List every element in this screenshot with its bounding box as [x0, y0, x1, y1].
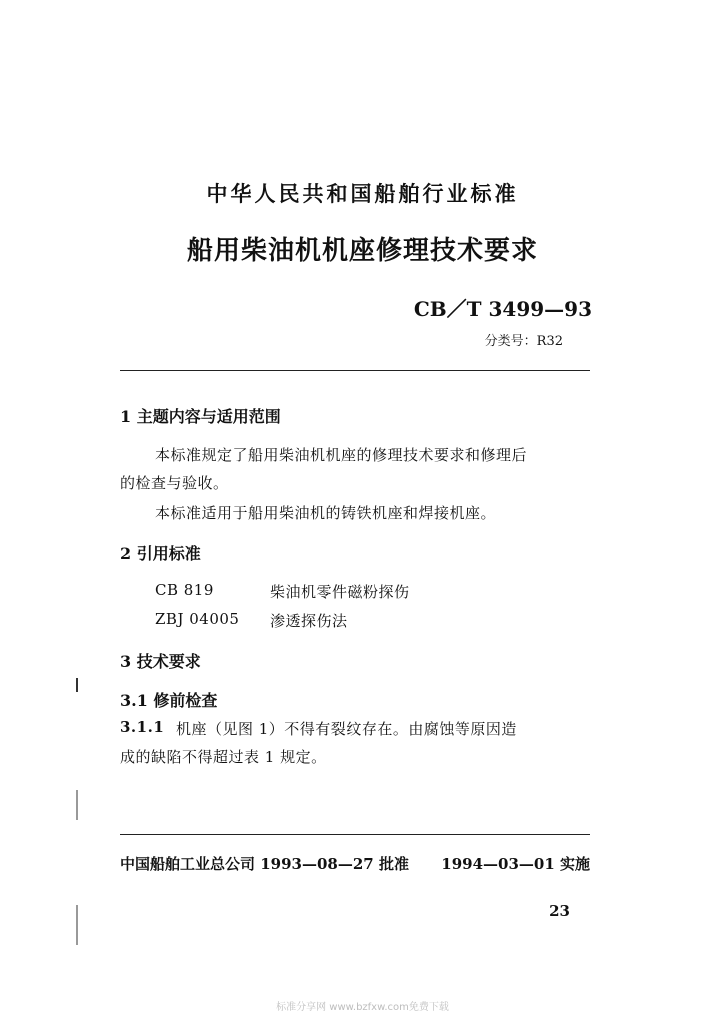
standard-category-title: 中华人民共和国船舶行业标准 — [206, 182, 519, 206]
reference-code: ZBJ 04005 — [155, 610, 240, 628]
section-1-heading: 1 主题内容与适用范围 — [120, 407, 281, 426]
classification-number: 分类号：R32 — [484, 334, 563, 349]
standard-number: CB／T 3499—93 — [413, 297, 592, 321]
header-divider — [120, 370, 590, 371]
footer-divider — [120, 834, 590, 835]
standard-title: 船用柴油机机座修理技术要求 — [186, 236, 538, 266]
watermark-text: 标准分享网 www.bzfxw.com免费下载 — [276, 1002, 449, 1013]
section-1-paragraph-2: 本标准适用于船用柴油机的铸铁机座和焊接机座。 — [155, 504, 497, 522]
reference-title: 渗透探伤法 — [270, 612, 348, 630]
section-3-heading: 3 技术要求 — [120, 652, 201, 671]
scan-margin-mark — [76, 790, 78, 820]
section-2-heading: 2 引用标准 — [120, 544, 201, 563]
page-number: 23 — [549, 902, 570, 920]
clause-3-1-1-line-2: 成的缺陷不得超过表 1 规定。 — [120, 748, 327, 766]
subsection-3-1-heading: 3.1 修前检查 — [120, 691, 218, 710]
clause-3-1-1-line-1: 机座（见图 1）不得有裂纹存在。由腐蚀等原因造 — [176, 720, 517, 738]
implementation-date: 1994—03—01 实施 — [441, 855, 590, 873]
scan-margin-mark — [76, 905, 78, 945]
section-1-paragraph-1-line-2: 的检查与验收。 — [120, 474, 229, 492]
approval-info: 中国船舶工业总公司 1993—08—27 批准 — [120, 855, 409, 873]
reference-title: 柴油机零件磁粉探伤 — [270, 583, 410, 601]
section-1-paragraph-1-line-1: 本标准规定了船用柴油机机座的修理技术要求和修理后 — [155, 446, 528, 464]
scan-margin-mark — [76, 678, 78, 692]
reference-code: CB 819 — [155, 581, 214, 599]
clause-3-1-1-number: 3.1.1 — [120, 718, 165, 736]
